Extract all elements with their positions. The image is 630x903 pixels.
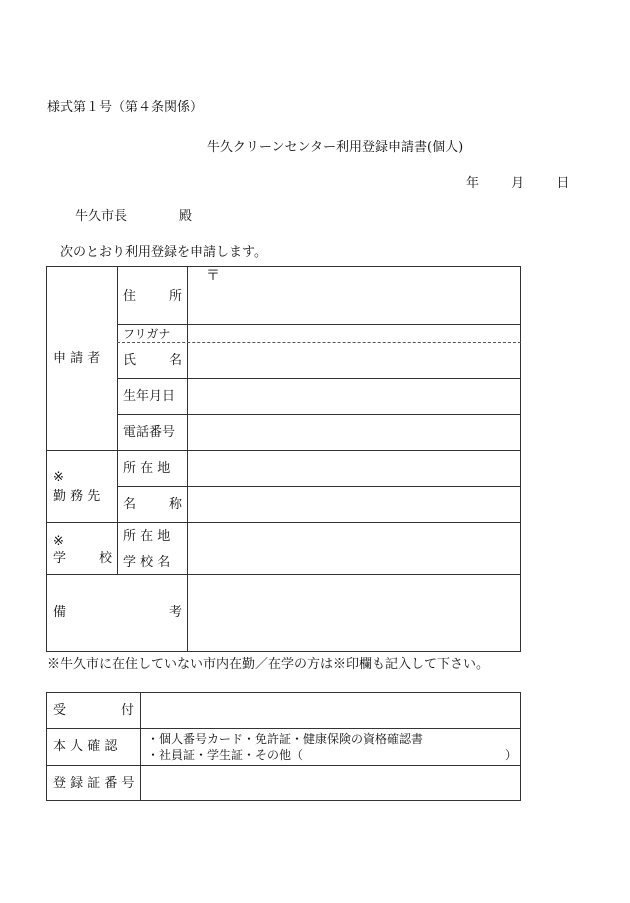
name-char: 名 xyxy=(168,353,182,368)
addressee xyxy=(75,209,192,225)
month-label: 月 xyxy=(511,176,525,191)
date-row xyxy=(466,176,569,192)
identity-options-line1: ・個人番号カード・免許証・健康保険の資格確認書 xyxy=(147,732,424,746)
remarks-label xyxy=(53,605,182,621)
row-divider xyxy=(117,378,521,379)
work-location-label: 所 在 地 xyxy=(123,461,171,476)
office-divider xyxy=(140,692,141,801)
address-char: 所 xyxy=(168,289,182,304)
name-char: 氏 xyxy=(123,353,137,368)
address-label xyxy=(123,289,182,305)
birthdate-label: 生年月日 xyxy=(123,389,176,404)
remarks-char: 考 xyxy=(168,605,182,620)
work-name-char: 名 xyxy=(123,497,137,512)
school-group-char: 学 xyxy=(53,551,67,566)
receipt-label xyxy=(53,703,134,719)
school-mark: ※ xyxy=(53,534,64,549)
name-label xyxy=(123,353,182,369)
document-title: 牛久クリーンセンター利用登録申請書(個人) xyxy=(206,140,464,155)
receipt-char: 受 xyxy=(53,703,67,718)
row-divider xyxy=(46,574,521,575)
table-divider xyxy=(117,266,118,575)
school-name-label: 学 校 名 xyxy=(123,555,171,570)
intro-text: 次のとおり利用登録を申請します。 xyxy=(60,245,267,260)
furigana-label: フリガナ xyxy=(123,327,171,341)
registration-number-label: 登 録 証 番 号 xyxy=(53,776,135,791)
work-name-label xyxy=(123,497,182,513)
work-group-label: 勤 務 先 xyxy=(53,489,101,504)
furigana-dashed-line xyxy=(117,342,521,343)
receipt-char: 付 xyxy=(120,703,134,718)
row-divider xyxy=(117,486,521,487)
office-row-divider xyxy=(46,765,521,766)
school-group-label xyxy=(53,551,112,567)
form-number: 様式第１号（第４条関係） xyxy=(47,100,204,115)
phone-label: 電話番号 xyxy=(123,425,176,440)
row-divider xyxy=(117,414,521,415)
school-location-label: 所 在 地 xyxy=(123,529,171,544)
identity-options-line2: ・社員証・学生証・その他（ xyxy=(147,748,304,762)
row-divider xyxy=(46,450,521,451)
footnote: ※牛久市に在住していない市内在勤／在学の方は※印欄も記入して下さい。 xyxy=(47,657,490,672)
address-char: 住 xyxy=(123,289,137,304)
work-mark: ※ xyxy=(53,470,64,485)
postal-mark: 〒 xyxy=(206,268,220,284)
year-label: 年 xyxy=(466,176,480,191)
day-label: 日 xyxy=(556,176,570,191)
row-divider xyxy=(117,324,521,325)
addressee-suffix: 殿 xyxy=(179,209,193,224)
identity-close-paren: ） xyxy=(505,748,518,762)
applicant-group-label: 申 請 者 xyxy=(53,351,101,366)
work-name-char: 称 xyxy=(168,497,182,512)
row-divider xyxy=(46,522,521,523)
remarks-char: 備 xyxy=(53,605,67,620)
school-group-char: 校 xyxy=(98,551,112,566)
addressee-name: 牛久市長 xyxy=(75,209,128,224)
office-row-divider xyxy=(46,728,521,729)
identity-label: 本 人 確 認 xyxy=(53,739,118,754)
